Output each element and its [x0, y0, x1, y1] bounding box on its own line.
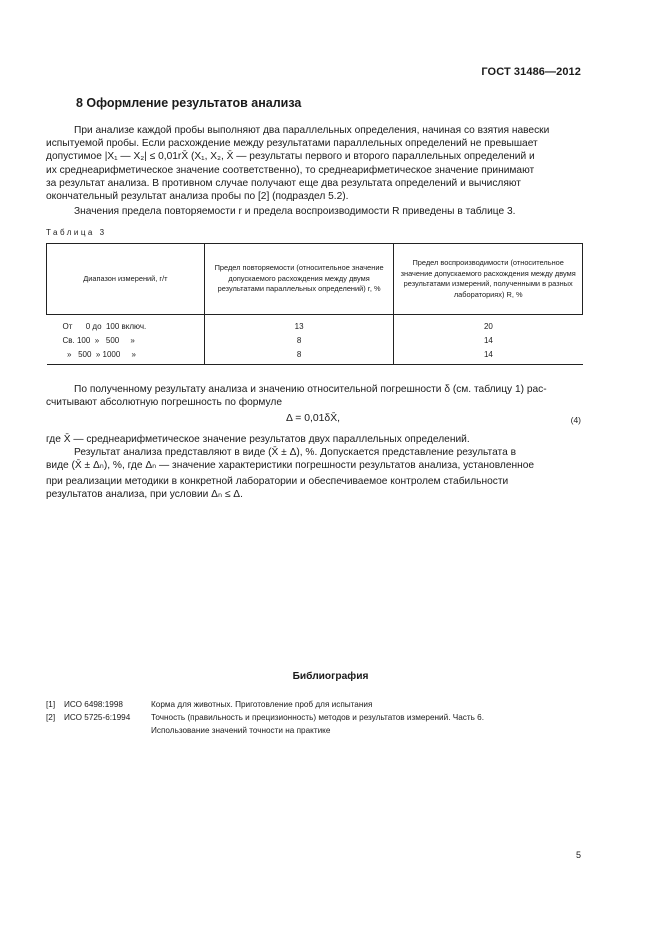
cell-r: 8	[204, 348, 394, 365]
text-line: при реализации методики в конкретной лаборатории и обеспечиваемое контролем стабильности	[46, 475, 509, 487]
formula-number: (4)	[570, 415, 581, 425]
page-number: 5	[575, 850, 581, 860]
cell-R: 14	[394, 334, 583, 348]
limits-table	[46, 243, 583, 365]
text-line: допустимое |X₁ — X₂| ≤ 0,01rX̄ (X₁, X₂, X̄ — результаты первого и второго параллельных определений и	[46, 151, 535, 163]
section-title: 8 Оформление результатов анализа	[76, 96, 302, 110]
text-line: результатов анализа, при условии Δₙ ≤ Δ.	[46, 488, 243, 500]
paragraph-absolute-error	[46, 383, 583, 409]
bibliography-title: Библиография	[292, 671, 369, 682]
table-row	[47, 348, 583, 365]
cell-range: От 0 до 100 включ.	[62, 321, 147, 331]
bib-text: Точность (правильность и прецизионность) методов и результатов измерений. Часть 6.	[151, 713, 484, 722]
text-line: Результат анализа представляют в виде (X̄ ± Δ), %. Допускается представление результата в	[74, 447, 517, 459]
table-caption: Таблица 3	[46, 228, 107, 237]
formula-4: Δ = 0,01δX̄,	[286, 413, 341, 424]
bib-text: Корма для животных. Приготовление проб для испытания	[151, 700, 373, 709]
paragraph-analysis-procedure	[46, 124, 583, 218]
text-line: окончательный результат анализа пробы по [2] (подраздел 5.2).	[46, 191, 349, 203]
cell-R: 20	[394, 315, 583, 335]
table-header-row	[47, 244, 583, 315]
cell-range: Св. 100 » 500 »	[62, 335, 135, 345]
text-line: их среднеарифметическое значение соответственно), то среднеарифметическое значение принимают	[46, 164, 535, 176]
text-line: Значения предела повторяемости r и предела воспроизводимости R приведены в таблице 3.	[74, 206, 516, 218]
bib-number: [2]	[46, 713, 56, 722]
text-line: виде (X̄ ± Δₙ), %, где Δₙ — значение характеристики погрешности результатов анализа, установленное	[46, 460, 535, 472]
header-repeatability: Предел повторяемости (относительное значение допускаемого расхождения между двумя результатами параллельных определений) r, %	[204, 244, 394, 315]
bib-reference: ИСО 6498:1998	[64, 700, 123, 709]
text-line: По полученному результату анализа и значению относительной погрешности δ (см. таблицу 1) рас-	[74, 384, 547, 395]
text-line: При анализе каждой пробы выполняют два параллельных определения, начиная со взятия навески	[74, 125, 550, 136]
table-row	[47, 334, 583, 348]
bib-text-continued: Использование значений точности на практике	[151, 726, 331, 735]
bib-reference: ИСО 5725-6:1994	[64, 713, 131, 722]
text-line: испытуемой пробы. Если расхождение между результатами параллельных определений не превышает	[46, 138, 538, 150]
bibliography-item	[46, 698, 583, 712]
cell-range: » 500 » 1000 »	[47, 348, 205, 365]
bibliography-item	[46, 711, 583, 739]
header-range: Диапазон измерений, г/т	[47, 244, 205, 315]
cell-R: 14	[394, 348, 583, 365]
text-line: считывают абсолютную погрешность по формуле	[46, 397, 283, 409]
document-code: ГОСТ 31486—2012	[481, 66, 581, 78]
header-reproducibility: Предел воспроизводимости (относительное значение допускаемого расхождения между двумя результатами измерений, полученными в разных лабораториях) R, %	[394, 244, 583, 315]
cell-r: 13	[204, 315, 394, 335]
paragraph-result-presentation	[46, 433, 583, 501]
bib-number: [1]	[46, 700, 56, 709]
table-row	[47, 315, 583, 335]
text-line: где X̄ — среднеарифметическое значение результатов двух параллельных определений.	[46, 434, 470, 445]
text-line: за результат анализа. В противном случае получают еще два результата определений и вычисляют	[46, 177, 521, 189]
cell-r: 8	[204, 334, 394, 348]
